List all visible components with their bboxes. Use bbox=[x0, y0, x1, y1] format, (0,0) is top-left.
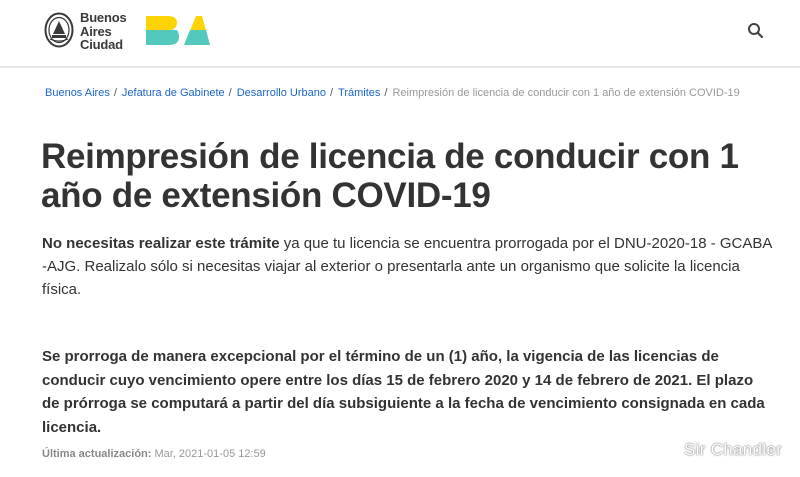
city-seal-icon[interactable] bbox=[44, 12, 74, 48]
last-updated bbox=[42, 448, 266, 460]
lead-text: ya que tu licencia se encuentra prorrogada por el DNU-2020-18 - GCABA -AJG. Realizalo sólo si necesitas viajar al exterior o presentarla ante un organismo que solicite la licencia física. bbox=[42, 235, 772, 298]
breadcrumb-current: Reimpresión de licencia de conducir con 1 año de extensión COVID-19 bbox=[392, 87, 740, 99]
logo-line-3: Ciudad bbox=[80, 37, 123, 52]
breadcrumb-link-jefatura[interactable]: Jefatura de Gabinete bbox=[121, 87, 225, 99]
breadcrumb-link-desarrollo[interactable]: Desarrollo Urbano bbox=[236, 87, 326, 99]
watermark: Sir Chandler bbox=[684, 440, 783, 459]
breadcrumb-link-buenos-aires[interactable]: Buenos Aires bbox=[45, 87, 110, 99]
ba-logo[interactable] bbox=[144, 12, 210, 48]
logo-line-2: Aires bbox=[80, 23, 112, 39]
last-updated-label: Última actualización: bbox=[42, 448, 152, 460]
breadcrumb-separator: / bbox=[384, 87, 388, 99]
search-icon[interactable] bbox=[746, 21, 766, 41]
city-logo-text[interactable] bbox=[80, 11, 126, 52]
site-header bbox=[0, 0, 800, 68]
lead-paragraph bbox=[42, 232, 772, 301]
last-updated-value: Mar, 2021-01-05 12:59 bbox=[151, 448, 266, 460]
breadcrumb bbox=[45, 87, 740, 99]
breadcrumb-separator: / bbox=[329, 87, 334, 99]
breadcrumb-separator: / bbox=[228, 87, 232, 99]
page-title: Reimpresión de licencia de conducir con 1 año de extensión COVID-19 bbox=[41, 137, 739, 215]
breadcrumb-link-tramites[interactable]: Trámites bbox=[338, 87, 381, 99]
lead-bold-text: No necesitas realizar este trámite bbox=[42, 235, 280, 252]
logo-line-1: Buenos bbox=[80, 10, 127, 25]
extension-note: Se prorroga de manera excepcional por el término de un (1) año, la vigencia de las licencias de conducir cuyo vencimiento opere entre los días 15 de febrero 2020 y 14 de febrero de 2021. El plazo de prórroga se computará a partir del día subsiguiente a la fecha de vencimiento consignada en cada licencia. bbox=[42, 348, 765, 436]
breadcrumb-separator: / bbox=[113, 87, 117, 99]
